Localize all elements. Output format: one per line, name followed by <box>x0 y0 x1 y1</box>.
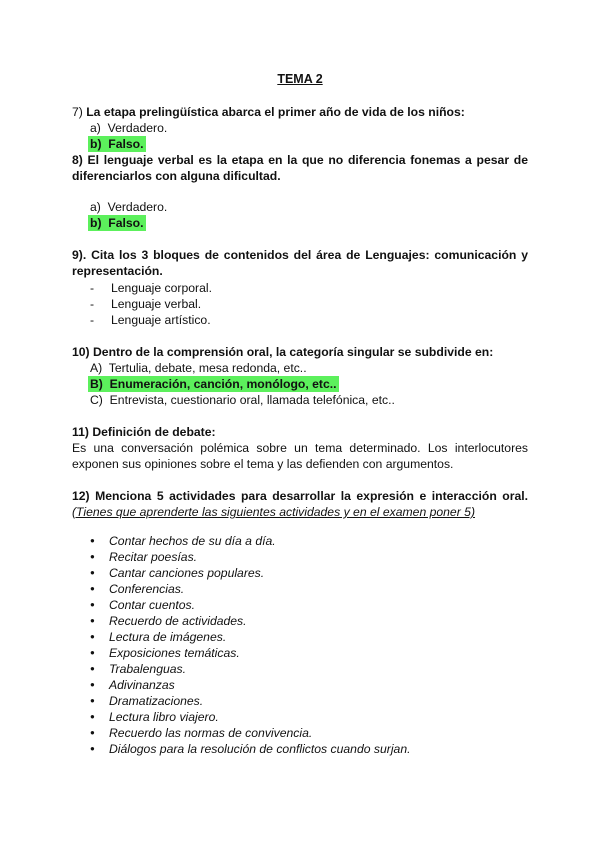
list-item: ● Recuerdo de actividades. <box>90 613 410 629</box>
list-item: ● Lectura de imágenes. <box>90 629 410 645</box>
question-9-line-1: 9). Cita los 3 bloques de contenidos del área de Lenguajes: comunicación y <box>72 248 528 262</box>
list-item: ● Conferencias. <box>90 581 410 597</box>
list-item: ● Exposiciones temáticas. <box>90 645 410 661</box>
question-9-item-3: - Lenguaje artístico. <box>90 313 211 327</box>
page-title: TEMA 2 <box>277 72 323 86</box>
list-item: ● Lectura libro viajero. <box>90 709 410 725</box>
question-8-option-b-correct: b) Falso. <box>90 216 144 230</box>
question-11-answer-line-1: Es una conversación polémica sobre un tema determinado. Los interlocutores <box>72 441 528 455</box>
question-7 <box>72 104 528 120</box>
question-12-activity-list <box>90 533 410 757</box>
list-item: ● Trabalenguas. <box>90 661 410 677</box>
question-12-subtitle: (Tienes que aprenderte las siguientes actividades y en el examen poner 5) <box>72 505 475 519</box>
question-7-number: 7) <box>72 105 83 119</box>
question-11-answer-line-2: exponen sus opiniones sobre el tema y las defienden con argumentos. <box>72 457 454 471</box>
question-10: 10) Dentro de la comprensión oral, la categoría singular se subdivide en: <box>72 345 494 359</box>
question-9-item-1: - Lenguaje corporal. <box>90 281 212 295</box>
list-item: ● Contar hechos de su día a día. <box>90 533 410 549</box>
list-item: ● Cantar canciones populares. <box>90 565 410 581</box>
question-10-option-b-correct: B) Enumeración, canción, monólogo, etc.. <box>90 377 337 391</box>
question-9-item-2: - Lenguaje verbal. <box>90 297 202 311</box>
list-item: ● Contar cuentos. <box>90 597 410 613</box>
question-12-heading: 12) Menciona 5 actividades para desarrollar la expresión e interacción oral. <box>72 489 528 503</box>
question-7-option-b-correct: b) Falso. <box>90 137 144 151</box>
question-10-option-c: C) Entrevista, cuestionario oral, llamada telefónica, etc.. <box>90 393 395 407</box>
question-8-line-1: 8) El lenguaje verbal es la etapa en la que no diferencia fonemas a pesar de <box>72 153 528 167</box>
question-8-option-a: a) Verdadero. <box>90 200 168 214</box>
question-7-text: La etapa prelingüística abarca el primer año de vida de los niños: <box>86 105 465 119</box>
question-8-line-2: diferenciarlos con alguna dificultad. <box>72 169 281 183</box>
list-item: ● Adivinanzas <box>90 677 410 693</box>
question-11-heading: 11) Definición de debate: <box>72 425 216 439</box>
list-item: ● Recitar poesías. <box>90 549 410 565</box>
list-item: ● Diálogos para la resolución de conflictos cuando surjan. <box>90 741 410 757</box>
list-item: ● Dramatizaciones. <box>90 693 410 709</box>
list-item: ● Recuerdo las normas de convivencia. <box>90 725 410 741</box>
question-9-line-2: representación. <box>72 264 163 278</box>
question-10-option-a: A) Tertulia, debate, mesa redonda, etc.. <box>90 361 307 375</box>
question-7-option-a: a) Verdadero. <box>90 121 168 135</box>
